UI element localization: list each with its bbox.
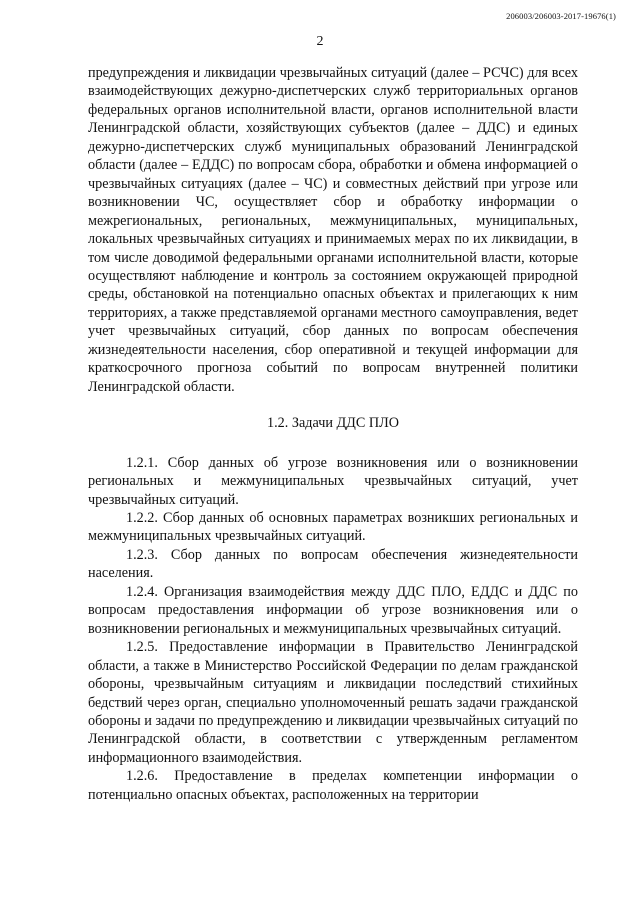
section-heading: 1.2. Задачи ДДС ПЛО bbox=[267, 415, 399, 432]
section-item-1-2-5: 1.2.5. Предоставление информации в Правительство Ленинградской области, а также в Министерство Российской Федерации по делам гражданской обороны, чрезвычайным ситуациям и ликвидации последствий стихийных бедствий через орган, специально уполномоченный решать задачи гражданской обороны и задачи по предупреждению и ликвидации чрезвычайных ситуаций по Ленинградской области, в соответствии с утвержденным регламентом информационного взаимодействия. bbox=[88, 639, 578, 766]
document-body bbox=[88, 64, 578, 804]
document-id: 206003/206003-2017-19676(1) bbox=[506, 11, 616, 21]
intro-paragraph: предупреждения и ликвидации чрезвычайных ситуаций (далее – РСЧС) для всех взаимодействующих дежурно-диспетчерских служб территориальных органов федеральных органов исполнительной власти, органов исполнительной власти Ленинградской области, хозяйствующих субъектов (далее – ДДС) и единых дежурно-диспетчерских служб муниципальных образований Ленинградской области (далее – ЕДДС) по вопросам сбора, обработки и обмена информацией о чрезвычайных ситуациях (далее – ЧС) и совместных действий при угрозе или возникновении ЧС, осуществляет сбор и обработку информации о межрегиональных, региональных, межмуниципальных, муниципальных, локальных чрезвычайных ситуациях и принимаемых мерах по их ликвидации, в том числе доводимой федеральными органами исполнительной власти, которые осуществляют наблюдение и контроль за состоянием окружающей природной среды, обстановкой на потенциально опасных объектах и прилегающих к ним территориях, а также представляемой органами местного самоуправления, ведет учет чрезвычайных ситуаций, сбор данных по вопросам обеспечения жизнедеятельности населения, сбор оперативной и текущей информации для краткосрочного прогноза событий по вопросам внутренней политики Ленинградской области. bbox=[88, 65, 578, 395]
section-item-1-2-1: 1.2.1. Сбор данных об угрозе возникновения или о возникновении региональных и межмуниципальных чрезвычайных ситуаций, учет чрезвычайных ситуаций. bbox=[88, 454, 578, 508]
section-item-1-2-3: 1.2.3. Сбор данных по вопросам обеспечения жизнедеятельности населения. bbox=[88, 546, 578, 582]
page-number: 2 bbox=[316, 34, 324, 49]
section-item-1-2-6: 1.2.6. Предоставление в пределах компетенции информации о потенциально опасных объектах, расположенных на территории bbox=[88, 768, 578, 803]
section-item-1-2-4: 1.2.4. Организация взаимодействия между ДДС ПЛО, ЕДДС и ДДС по вопросам предоставления информации об угрозе возникновения или о возникновении региональных и межмуниципальных чрезвычайных ситуаций. bbox=[88, 583, 578, 637]
section-item-1-2-2: 1.2.2. Сбор данных об основных параметрах возникших региональных и межмуниципальных чрезвычайных ситуаций. bbox=[88, 509, 578, 545]
